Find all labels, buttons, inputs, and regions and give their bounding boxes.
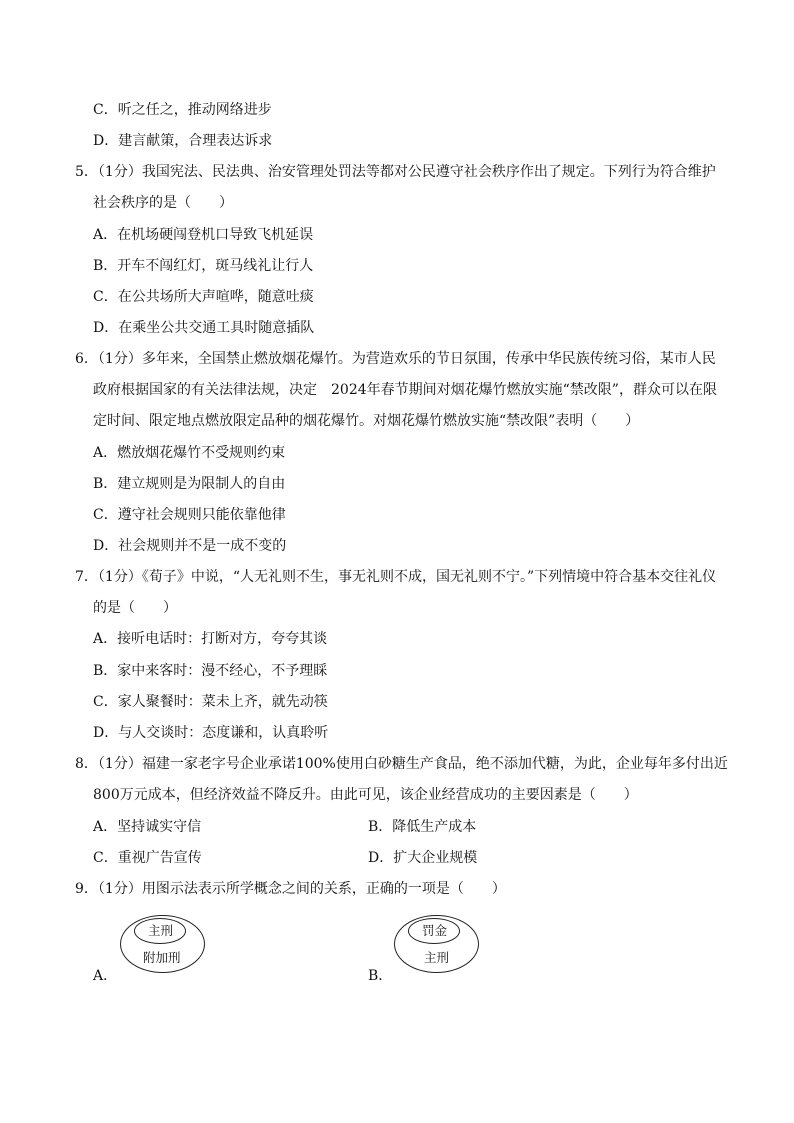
q6-option-d: D．社会规则并不是一成不变的 — [93, 538, 287, 554]
q8-stem-line1: 8．（1分）福建一家老字号企业承诺100%使用白砂糖生产食品，绝不添加代糖，为此，企业每年多付出近 — [75, 756, 728, 772]
q8-stem-line2: 800万元成本，但经济效益不降反升。由此可见，该企业经营成功的主要因素是（ ） — [93, 787, 638, 803]
q6-option-c: C．遵守社会规则只能依靠他律 — [93, 507, 286, 523]
q9-option-b-letter: B． — [368, 968, 393, 984]
q5-stem-line2: 社会秩序的是（ ） — [93, 195, 233, 211]
q6-stem-line2: 政府根据国家的有关法律法规，决定 2024年春节期间对烟花爆竹燃放实施“禁改限”，群众可以在限 — [93, 382, 717, 398]
q4-option-d: D．建言献策，合理表达诉求 — [93, 133, 273, 149]
q9-b-outer-label: 主刑 — [424, 950, 450, 965]
q8-option-d: D．扩大企业规模 — [368, 850, 478, 866]
q6-stem-line1: 6．（1分）多年来，全国禁止燃放烟花爆竹。为营造欢乐的节日氛围，传承中华民族传统习俗，某市人民 — [75, 351, 716, 367]
q5-stem-line1: 5．（1分）我国宪法、民法典、治安管理处罚法等都对公民遵守社会秩序作出了规定。下列行为符合维护 — [75, 164, 716, 180]
q7-option-a: A．接听电话时：打断对方，夸夸其谈 — [93, 631, 328, 647]
q4-option-c: C．听之任之，推动网络进步 — [93, 102, 272, 118]
q6-option-b: B．建立规则是为限制人的自由 — [93, 476, 286, 492]
q7-stem-line1: 7．（1分）《荀子》中说，“人无礼则不生，事无礼则不成，国无礼则不宁。”下列情境中符合基本交往礼仪 — [75, 569, 717, 585]
q9-a-inner-label: 主刑 — [148, 923, 174, 938]
q7-option-c: C．家人聚餐时：菜未上齐，就先动筷 — [93, 694, 328, 710]
q7-stem-line2: 的是（ ） — [93, 600, 177, 616]
q5-option-a: A．在机场硬闯登机口导致飞机延误 — [93, 227, 314, 243]
q7-option-d: D．与人交谈时：态度谦和，认真聆听 — [93, 725, 329, 741]
q8-option-c: C．重视广告宣传 — [93, 850, 202, 866]
q9-stem-line1: 9．（1分）用图示法表示所学概念之间的关系，正确的一项是（ ） — [75, 881, 506, 897]
q5-option-b: B．开车不闯红灯，斑马线礼让行人 — [93, 258, 314, 274]
q6-option-a: A．燃放烟花爆竹不受规则约束 — [93, 445, 286, 461]
q9-b-inner-label: 罚金 — [422, 923, 448, 938]
q9-option-a-letter: A． — [93, 968, 118, 984]
q7-option-b: B．家中来客时：漫不经心，不予理睬 — [93, 663, 328, 679]
q9-a-outer-label: 附加刑 — [143, 950, 181, 965]
q8-option-a: A．坚持诚实守信 — [93, 819, 202, 835]
q6-stem-line3: 定时间、限定地点燃放限定品种的烟花爆竹。对烟花爆竹燃放实施“禁改限”表明（ ） — [93, 413, 640, 429]
q8-option-b: B．降低生产成本 — [368, 819, 477, 835]
q5-option-d: D．在乘坐公共交通工具时随意插队 — [93, 320, 315, 336]
q5-option-c: C．在公共场所大声喧哗，随意吐痰 — [93, 289, 314, 305]
